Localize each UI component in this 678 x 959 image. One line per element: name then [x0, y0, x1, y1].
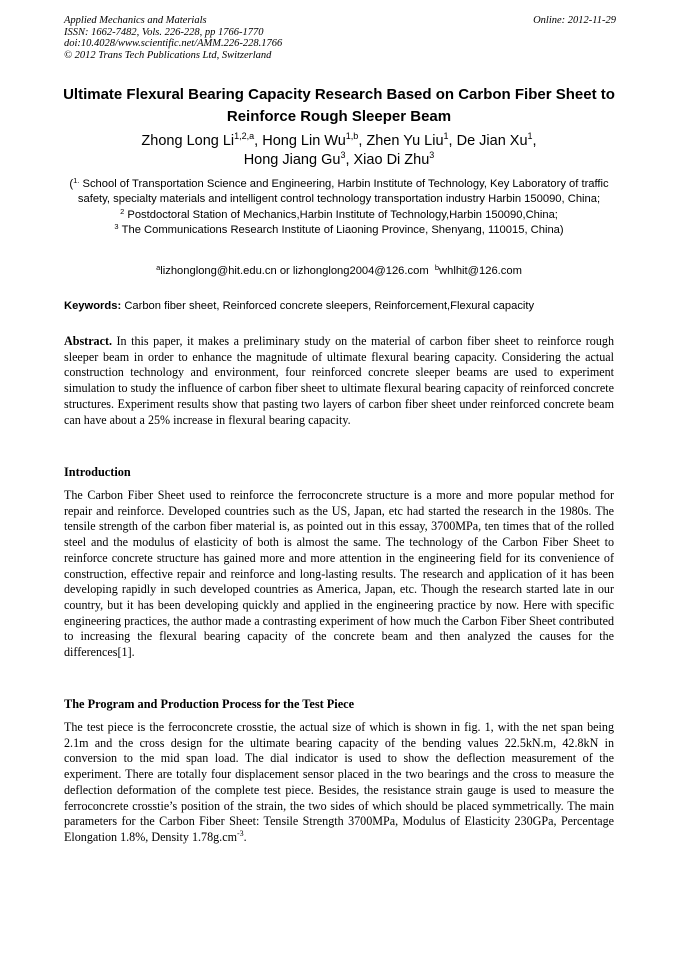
affiliation-mark: 3	[114, 221, 119, 231]
keywords-text: Carbon fiber sheet, Reinforced concrete sleepers, Reinforcement,Flexural capacity	[124, 300, 535, 312]
abstract	[64, 334, 614, 428]
author-affiliation-mark: 1	[443, 131, 449, 141]
author-list: Zhong Long Li$^{1,2,a}$, Hong Lin Wu$^{1,b}$, Zhen Yu Liu$^1$, De Jian Xu$^1$, Hong Jiang Gu$^3$, Xiao Di Zhu$^3$	[141, 131, 537, 168]
author-name: Hong Lin Wu	[262, 133, 346, 149]
affiliation-mark: 1.	[73, 176, 80, 185]
author-affiliation-mark: 3	[340, 150, 346, 160]
affiliation-2	[60, 208, 618, 223]
affiliation-text: School of Transportation Science and Engineering, Harbin Institute of Technology, Key Laboratory of traffic safety, specialty materials and intelligent control technology transportation industry Harbin 150090, China;	[77, 178, 609, 206]
program-text: The test piece is the ferroconcrete crosstie, the actual size of which is shown in fig. 1, with the net span being 2.1m and the cross design for the ultimate bearing capacity of the bending values 22.5kN.m, 42.8kN in conversion to the mid span load. The dial indicator is used to show the deflection measurement of the experiment. There are totally four displacement sensor placed in the two bearings and the cross to measure the deflection deformation of the complete test piece. Besides, the resistance strain gauge is used to measure the ferroconcrete crosstie’s position of the strain, the two sides of which should be placed symmetrically. The main parameters for the Carbon Fiber Sheet: Tensile Strength 3700MPa, Modulus of Elasticity 230GPa, Percentage Elongation 1.8%, Density 1.78g.cm	[64, 720, 614, 844]
affiliation-text: The Communications Research Institute of Liaoning Province, Shenyang, 110015, China)	[121, 223, 564, 236]
program-end: .	[243, 829, 247, 844]
affiliation-text: Postdoctoral Station of Mechanics,Harbin Institute of Technology,Harbin 150090,China;	[127, 208, 558, 221]
author-affiliation-mark: 1,b	[345, 131, 359, 141]
abstract-text: In this paper, it makes a preliminary study on the material of carbon fiber sheet to reinforce rough sleeper beam in order to enhance the magnitude of ultimate flexural bearing capacity. Considering the actual construction technology and environment, four reinforced concrete sleeper beams are used to experiment simulation to study the influence of carbon fiber sheet to ultimate flexural bearing capacity of reinforced concrete structures. Experiment results show that pasting two layers of carbon fiber sheet under reinforced concrete beam can have about a 25% increase in flexural bearing capacity.	[64, 334, 614, 427]
section-heading-introduction: Introduction	[64, 465, 131, 479]
email-address: lizhonglong@hit.edu.cn or lizhonglong2004@126.com	[160, 265, 429, 277]
section-heading-program: The Program and Production Process for the Test Piece	[64, 697, 355, 711]
affiliation-1: ($^{1.}$ School of Transportation Science and Engineering, Harbin Institute of Technology, Key Laboratory of traffic safety, specialty materials and intelligent control technology transportation industry Harbin 150090, China;	[69, 176, 609, 206]
introduction-paragraph: The Carbon Fiber Sheet used to reinforce the ferroconcrete structure is a more and more popular method for repair and reinforce. Developed countries such as the US, Japan, etc had started the research in the 1980s. The tensile strength of the carbon fiber material is, as pointed out in this essay, 3700MPa, ten times that of the rolled steel and the modulus of elasticity of both is almost the same. The technology of the Carbon Fiber Sheet to reinforce concrete structure has gained more and more attention in the engineering field for its convenience of construction, effective repair and reinforce and long-lasting results. The research and application of it has been developing rapidly in such developed countries as America, Japan, etc. Though the research started late in our country, but it has been developing quickly and applied in the engineering practice by now. Here with specific engineering practices, the author made a contrasting experiment of how much the Carbon Fiber Sheet contributed to increasing the flexural bearing capacity of the concrete beam and then analyzed the causes for the differences[1].	[64, 488, 614, 660]
affiliation-3	[60, 223, 618, 238]
abstract-label: Abstract.	[64, 334, 113, 348]
issn-line: ISSN: 1662-7482, Vols. 226-228, pp 1766-1770	[64, 26, 264, 38]
email-line	[40, 264, 638, 279]
author-name: De Jian Xu	[456, 133, 528, 149]
author-name: Zhen Yu Liu	[366, 133, 444, 149]
author-affiliation-mark: 3	[429, 150, 435, 160]
doi-line: doi:10.4028/www.scientific.net/AMM.226-228.1766	[64, 38, 283, 50]
paper-title: Ultimate Flexural Bearing Capacity Research Based on Carbon Fiber Sheet to Reinforce Rough Sleeper Beam	[63, 86, 615, 125]
affiliation-mark: 2	[120, 206, 125, 216]
email-mark: a	[156, 263, 161, 272]
affiliations	[60, 177, 618, 238]
author-name: Xiao Di Zhu	[353, 152, 430, 168]
copyright-line: © 2012 Trans Tech Publications Ltd, Switzerland	[64, 49, 272, 61]
keywords	[64, 299, 624, 314]
email-mark: b	[434, 263, 440, 272]
journal-name: Applied Mechanics and Materials	[64, 15, 207, 26]
journal-header	[64, 15, 616, 61]
program-paragraph	[64, 720, 614, 846]
online-date: Online: 2012-11-29	[533, 15, 616, 26]
author-name: Hong Jiang Gu	[243, 152, 341, 168]
density-exponent: -3	[237, 828, 244, 838]
email-address: whlhit@126.com	[439, 265, 522, 277]
keywords-label: Keywords:	[64, 300, 122, 312]
author-affiliation-mark: 1	[527, 131, 533, 141]
author-name: Zhong Long Li	[141, 133, 235, 149]
author-affiliation-mark: 1,2,a	[234, 131, 255, 141]
